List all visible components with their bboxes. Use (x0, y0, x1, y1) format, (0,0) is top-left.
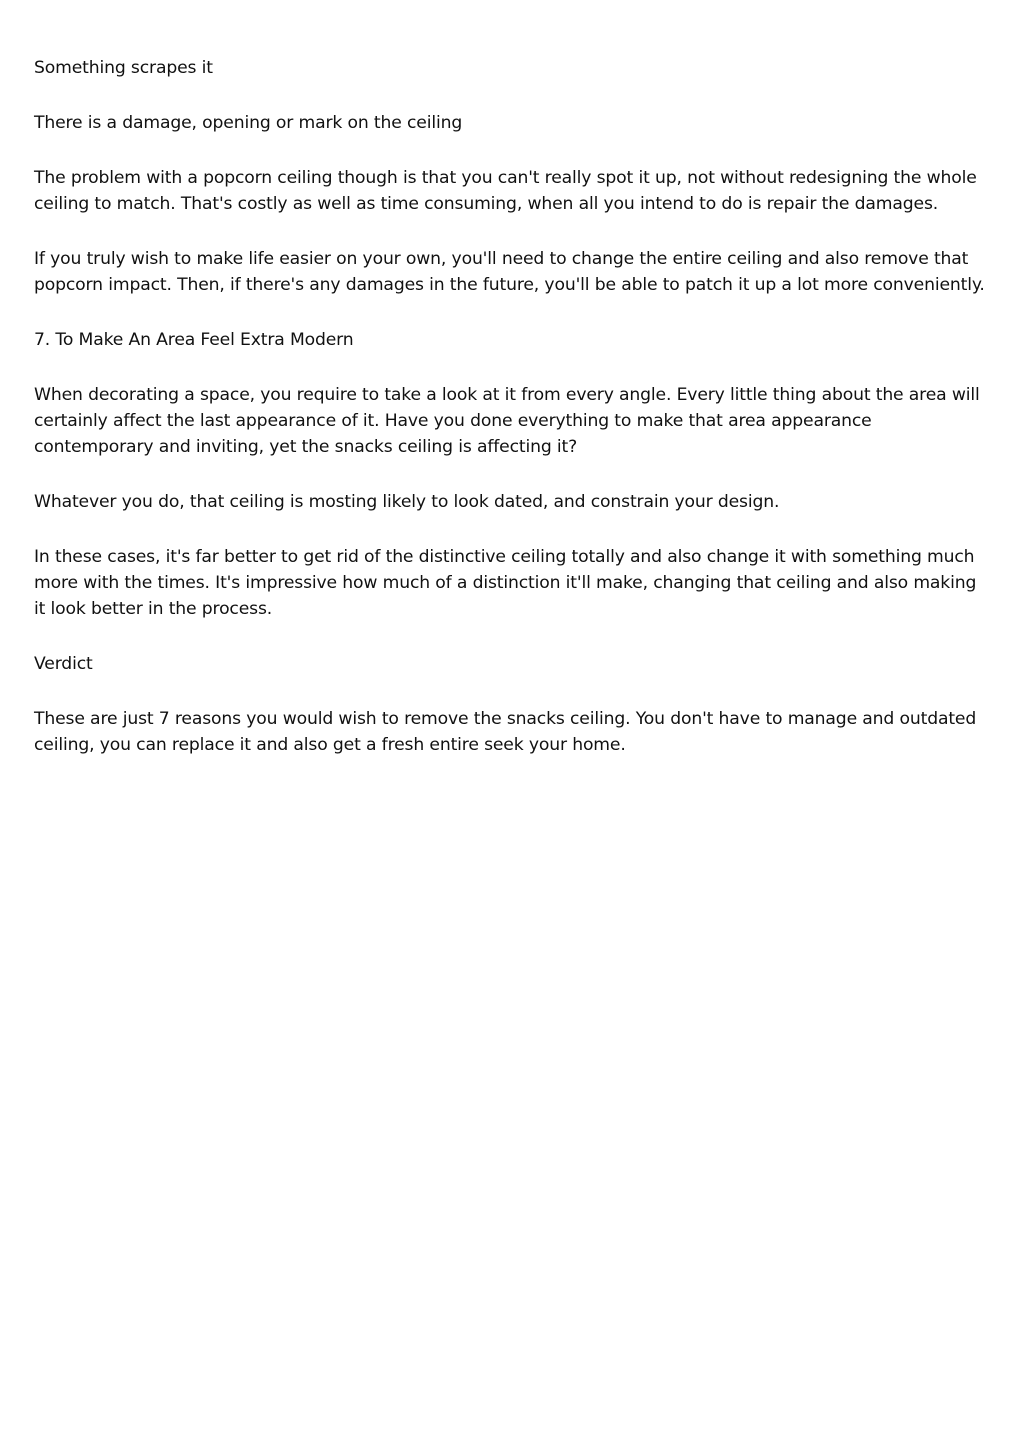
paragraph-conclusion: These are just 7 reasons you would wish to remove the snacks ceiling. You don't have to manage and outdated ceiling, you can replace it and also get a fresh entire seek your home. (34, 709, 977, 755)
paragraph-popcorn-problem: The problem with a popcorn ceiling though is that you can't really spot it up, not without redesigning the whole ceiling to match. That's costly as well as time consuming, when all you intend to do is repair the damages. (34, 168, 977, 214)
paragraph-something-scrapes: Something scrapes it (34, 58, 213, 78)
paragraph-make-life-easier: If you truly wish to make life easier on your own, you'll need to change the entire ceiling and also remove that popcorn impact. Then, if there's any damages in the future, you'll be able to patch it up a lot more conveniently. (34, 249, 985, 295)
paragraph-decorating-space: When decorating a space, you require to take a look at it from every angle. Every little thing about the area will certainly affect the last appearance of it. Have you done everything to make that area appearance contemporary and inviting, yet the snacks ceiling is affecting it? (34, 385, 980, 457)
paragraph-these-cases: In these cases, it's far better to get rid of the distinctive ceiling totally and also change it with something much more with the times. It's impressive how much of a distinction it'll make, changing that ceiling and also making it look better in the process. (34, 547, 977, 619)
section-heading-verdict: Verdict (34, 654, 93, 674)
paragraph-ceiling-dated: Whatever you do, that ceiling is mosting likely to look dated, and constrain your design. (34, 492, 780, 512)
paragraph-damage-opening: There is a damage, opening or mark on the ceiling (34, 113, 463, 133)
section-heading-modern: 7. To Make An Area Feel Extra Modern (34, 330, 354, 350)
document-page (34, 55, 989, 787)
